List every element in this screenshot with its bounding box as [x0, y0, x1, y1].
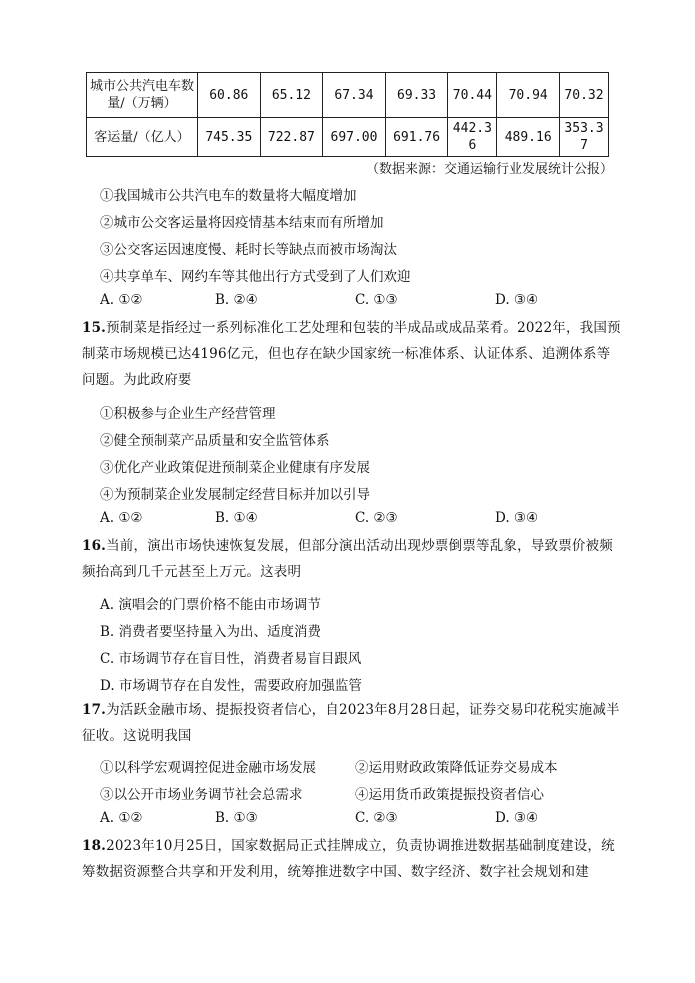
table-row [87, 118, 609, 157]
table-cell: 70.32 [560, 73, 609, 118]
statement-2: ②健全预制菜产品质量和安全监管体系 [100, 433, 330, 449]
table-cell: 70.94 [497, 73, 560, 118]
option-a: A. 演唱会的门票价格不能由市场调节 [100, 597, 321, 613]
statistics-table [86, 72, 609, 157]
data-source-note: （数据来源：交通运输行业发展统计公报） [365, 162, 613, 177]
question-stem: 为活跃金融市场、提振投资者信心，自2023年8月28日起，证券交易印花税实施减半征收。这说明我国 [82, 702, 620, 744]
option-d: D. 市场调节存在自发性，需要政府加强监管 [100, 678, 362, 694]
row-header-ridership: 客运量/（亿人） [87, 118, 198, 157]
question-number: 15. [82, 320, 107, 336]
statement-2: ②城市公交客运量将因疫情基本结束而有所增加 [100, 215, 384, 231]
table-cell: 67.34 [323, 73, 386, 118]
statement-4: ④为预制菜企业发展制定经营目标并加以引导 [100, 487, 370, 503]
table-cell: 353.37 [560, 118, 609, 157]
option-b: B. 消费者要坚持量入为出、适度消费 [100, 624, 322, 640]
choice-c: C. ①③ [355, 292, 398, 308]
question-stem: 预制菜是指经过一系列标准化工艺处理和包装的半成品或成品菜肴。2022年，我国预制菜市场规模已达4196亿元，但也存在缺少国家统一标准体系、认证体系、追溯体系等问题。为此政府要 [82, 320, 621, 388]
choice-a: A. ①② [100, 292, 143, 308]
question-stem: 当前，演出市场快速恢复发展，但部分演出活动出现炒票倒票等乱象，导致票价被频频抬高到几千元甚至上万元。这表明 [82, 538, 613, 580]
row-header-bus-count: 城市公共汽电车数量/（万辆） [87, 73, 198, 118]
statement-3: ③公交客运因速度慢、耗时长等缺点而被市场淘汰 [100, 242, 397, 258]
table-row [87, 73, 609, 118]
question-15 [82, 315, 622, 393]
choice-b: B. ②④ [215, 292, 258, 308]
table-cell: 691.76 [385, 118, 448, 157]
question-stem: 2023年10月25日，国家数据局正式挂牌成立，负责协调推进数据基础制度建设，统筹数据资源整合共享和开发利用，统筹推进数字中国、数字经济、数字社会规划和建 [82, 838, 615, 880]
table-cell: 489.16 [497, 118, 560, 157]
question-18 [82, 833, 622, 885]
statement-4: ④共享单车、网约车等其他出行方式受到了人们欢迎 [100, 269, 411, 285]
question-number: 16. [82, 538, 107, 554]
question-number: 18. [82, 838, 107, 854]
table-cell: 745.35 [198, 118, 261, 157]
table-cell: 722.87 [260, 118, 323, 157]
statement-3: ③优化产业政策促进预制菜企业健康有序发展 [100, 460, 370, 476]
statement-3: ③以公开市场业务调节社会总需求 [100, 787, 303, 803]
table-cell: 65.12 [260, 73, 323, 118]
choice-a: A. ①② [100, 810, 143, 826]
statement-2: ②运用财政政策降低证券交易成本 [355, 760, 558, 776]
choice-b: B. ①④ [215, 510, 258, 526]
statement-1: ①以科学宏观调控促进金融市场发展 [100, 760, 316, 776]
choice-d: D. ③④ [495, 292, 539, 308]
choice-b: B. ①③ [215, 810, 258, 826]
table-cell: 70.44 [448, 73, 497, 118]
statement-1: ①积极参与企业生产经营管理 [100, 406, 276, 422]
choice-d: D. ③④ [495, 810, 539, 826]
option-c: C. 市场调节存在盲目性，消费者易盲目跟风 [100, 651, 362, 667]
table-cell: 69.33 [385, 73, 448, 118]
question-17 [82, 697, 622, 749]
question-number: 17. [82, 702, 107, 718]
choice-a: A. ①② [100, 510, 143, 526]
statement-1: ①我国城市公共汽电车的数量将大幅度增加 [100, 188, 357, 204]
table-cell: 442.36 [448, 118, 497, 157]
choice-c: C. ②③ [355, 810, 398, 826]
choice-d: D. ③④ [495, 510, 539, 526]
table-cell: 697.00 [323, 118, 386, 157]
statement-4: ④运用货币政策提振投资者信心 [355, 787, 544, 803]
question-16 [82, 533, 622, 585]
table-cell: 60.86 [198, 73, 261, 118]
choice-c: C. ②③ [355, 510, 398, 526]
